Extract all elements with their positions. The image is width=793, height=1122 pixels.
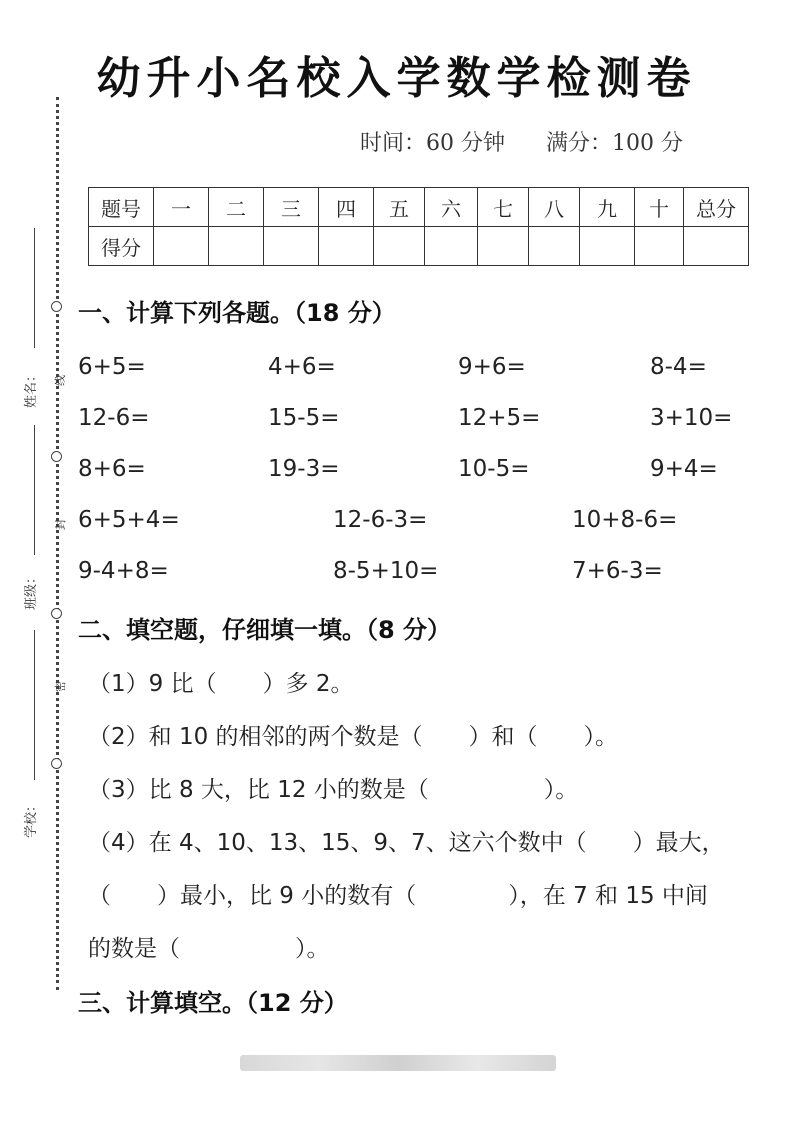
calc-item: 15-5= [268, 405, 340, 431]
header-cell: 五 [374, 188, 425, 227]
school-label: 学校： [24, 798, 39, 838]
name-label: 姓名： [24, 368, 39, 408]
calc-item: 12-6-3= [333, 507, 428, 533]
score-cell[interactable] [684, 227, 749, 266]
score-cell[interactable] [478, 227, 529, 266]
mi-mark: 密 [54, 681, 67, 692]
binding-ring [51, 758, 62, 769]
calc-item: 3+10= [650, 405, 733, 431]
calc-item: 9+6= [458, 354, 526, 380]
section-heading: 二、填空题，仔细填一填。（8 分） [78, 616, 452, 644]
calc-item: 8+6= [78, 456, 146, 482]
calc-item: 10+8-6= [572, 507, 678, 533]
binding-ring [51, 301, 62, 312]
score-header-row [89, 188, 749, 227]
blurred-footer [240, 1055, 556, 1071]
header-cell: 三 [264, 188, 319, 227]
school-underline [34, 630, 35, 780]
row-label: 得分 [89, 227, 154, 266]
calc-item: 6+5= [78, 354, 146, 380]
calc-item: 19-3= [268, 456, 340, 482]
binding-dotted-line [56, 97, 59, 990]
name-underline [34, 228, 35, 348]
calc-item: 8-4= [650, 354, 707, 380]
score-cell[interactable] [425, 227, 478, 266]
score-table [88, 187, 749, 266]
score-value-row [89, 227, 749, 266]
header-cell: 十 [635, 188, 684, 227]
section-heading: 一、计算下列各题。（18 分） [78, 299, 396, 327]
score-cell[interactable] [264, 227, 319, 266]
full-score: 满分：100 分 [546, 131, 683, 156]
class-label: 班级： [24, 570, 39, 610]
calc-item: 9+4= [650, 456, 718, 482]
exam-meta [360, 126, 717, 157]
class-underline [34, 425, 35, 555]
fill-question: （2）和 10 的相邻的两个数是（ ）和（ ）。 [88, 724, 619, 750]
score-cell[interactable] [319, 227, 374, 266]
fill-question-cont: 的数是（ ）。 [88, 936, 330, 962]
score-cell[interactable] [529, 227, 580, 266]
xian-mark: 线 [54, 375, 67, 386]
score-cell[interactable] [374, 227, 425, 266]
calc-item: 6+5+4= [78, 507, 180, 533]
binding-ring [51, 608, 62, 619]
calc-item: 12-6= [78, 405, 150, 431]
header-cell: 四 [319, 188, 374, 227]
calc-item: 10-5= [458, 456, 530, 482]
fill-question-cont: （ ）最小，比 9 小的数有（ ），在 7 和 15 中间 [88, 883, 708, 909]
feng-mark: 封 [54, 519, 67, 530]
binding-ring [51, 451, 62, 462]
header-cell: 总分 [684, 188, 749, 227]
header-cell: 九 [580, 188, 635, 227]
calc-item: 7+6-3= [572, 558, 663, 584]
calc-item: 12+5= [458, 405, 541, 431]
header-cell: 一 [154, 188, 209, 227]
header-cell: 题号 [89, 188, 154, 227]
time-limit: 时间：60 分钟 [360, 131, 505, 156]
calc-item: 9-4+8= [78, 558, 169, 584]
header-cell: 六 [425, 188, 478, 227]
page-title: 幼升小名校入学数学检测卷 [96, 53, 697, 104]
header-cell: 二 [209, 188, 264, 227]
calc-item: 8-5+10= [333, 558, 439, 584]
header-cell: 七 [478, 188, 529, 227]
fill-question: （4）在 4、10、13、15、9、7、这六个数中（ ）最大， [88, 830, 725, 856]
section-heading: 三、计算填空。（12 分） [78, 989, 348, 1017]
calc-item: 4+6= [268, 354, 336, 380]
score-cell[interactable] [154, 227, 209, 266]
score-cell[interactable] [635, 227, 684, 266]
header-cell: 八 [529, 188, 580, 227]
fill-question: （1）9 比（ ）多 2。 [88, 671, 354, 697]
score-cell[interactable] [209, 227, 264, 266]
fill-question: （3）比 8 大，比 12 小的数是（ ）。 [88, 777, 579, 803]
score-cell[interactable] [580, 227, 635, 266]
